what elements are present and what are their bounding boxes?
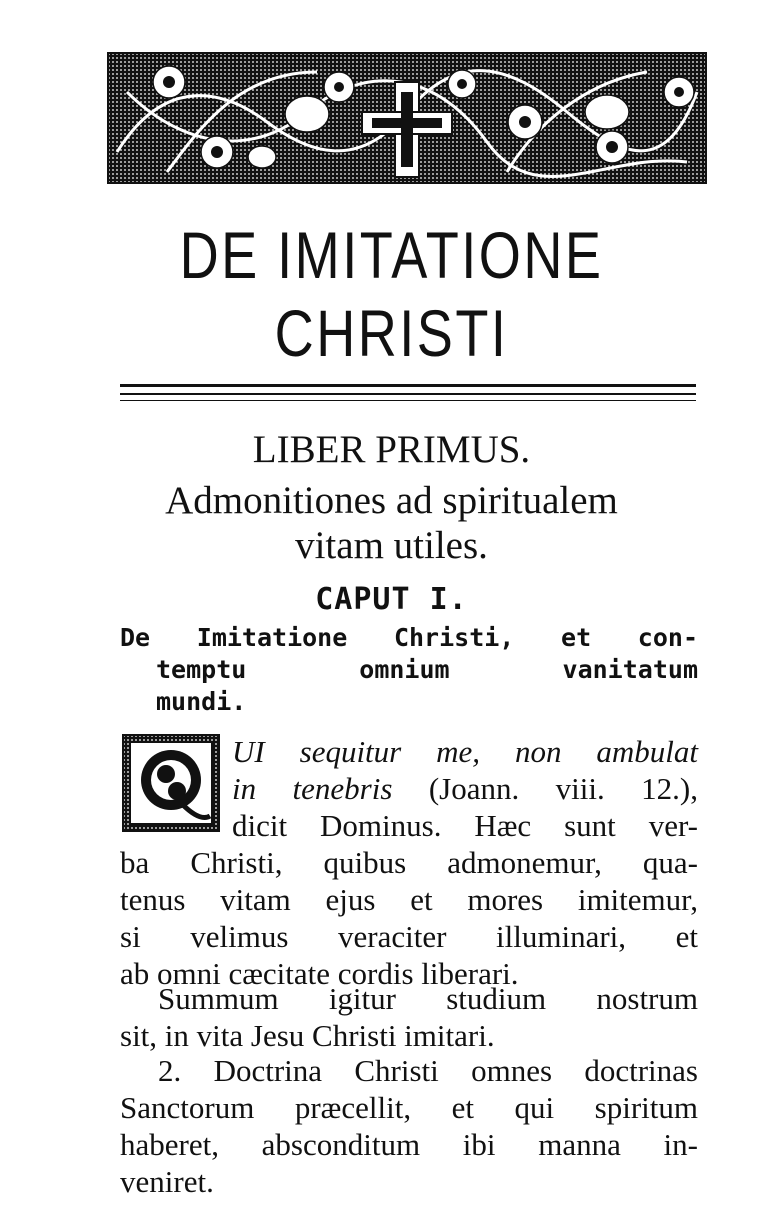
decorated-initial xyxy=(122,734,220,832)
para1-line5: tenus vitam ejus et mores imitemur, xyxy=(120,882,698,917)
paragraph-1-body xyxy=(120,844,698,992)
para1-line2-italic: in tenebris xyxy=(232,771,393,806)
chapter-title-line3: mundi. xyxy=(156,687,247,716)
para1-line2-rest: (Joann. viii. 12.), xyxy=(392,771,698,806)
para3-line1: 2. Doctrina Christi omnes doctrinas xyxy=(158,1053,698,1088)
para1-line7: ab omni cæcitate cordis liberari. xyxy=(120,956,519,991)
book-title-line2: CHRISTI xyxy=(274,296,509,370)
book-subtitle-line2: vitam utiles. xyxy=(295,524,488,567)
chapter-title xyxy=(120,622,698,718)
paragraph-3 xyxy=(120,1052,698,1200)
para3-line3: haberet, absconditum ibi manna in- xyxy=(120,1127,698,1162)
chapter-label: CAPUT I. xyxy=(315,582,468,617)
para1-line4: ba Christi, quibus admonemur, qua- xyxy=(120,845,698,880)
divider-rule xyxy=(120,384,696,387)
book-subtitle-line1: Admonitiones ad spiritualem xyxy=(165,479,618,522)
book-label: LIBER PRIMUS. xyxy=(252,428,531,471)
divider-rule xyxy=(120,393,696,395)
para1-line6: si velimus veraciter illuminari, et xyxy=(120,919,698,954)
divider-rule xyxy=(120,400,696,401)
paragraph-2 xyxy=(120,980,698,1054)
ornamental-banner xyxy=(107,52,707,184)
book-title-line1: DE IMITATIONE xyxy=(179,218,604,292)
para3-line2: Sanctorum præcellit, et qui spiritum xyxy=(120,1090,698,1125)
chapter-title-line2: temptu omnium vanitatum xyxy=(156,655,698,684)
para2-line1: Summum igitur studium nostrum xyxy=(158,981,698,1016)
chapter-title-line1: De Imitatione Christi, et con- xyxy=(120,623,698,652)
paragraph-1-opening xyxy=(232,733,698,844)
para2-line2: sit, in vita Jesu Christi imitari. xyxy=(120,1018,495,1053)
para1-line1: UI sequitur me, non ambulat xyxy=(232,734,698,769)
para3-line4: veniret. xyxy=(120,1164,214,1199)
para1-line3: dicit Dominus. Hæc sunt ver- xyxy=(232,808,698,843)
